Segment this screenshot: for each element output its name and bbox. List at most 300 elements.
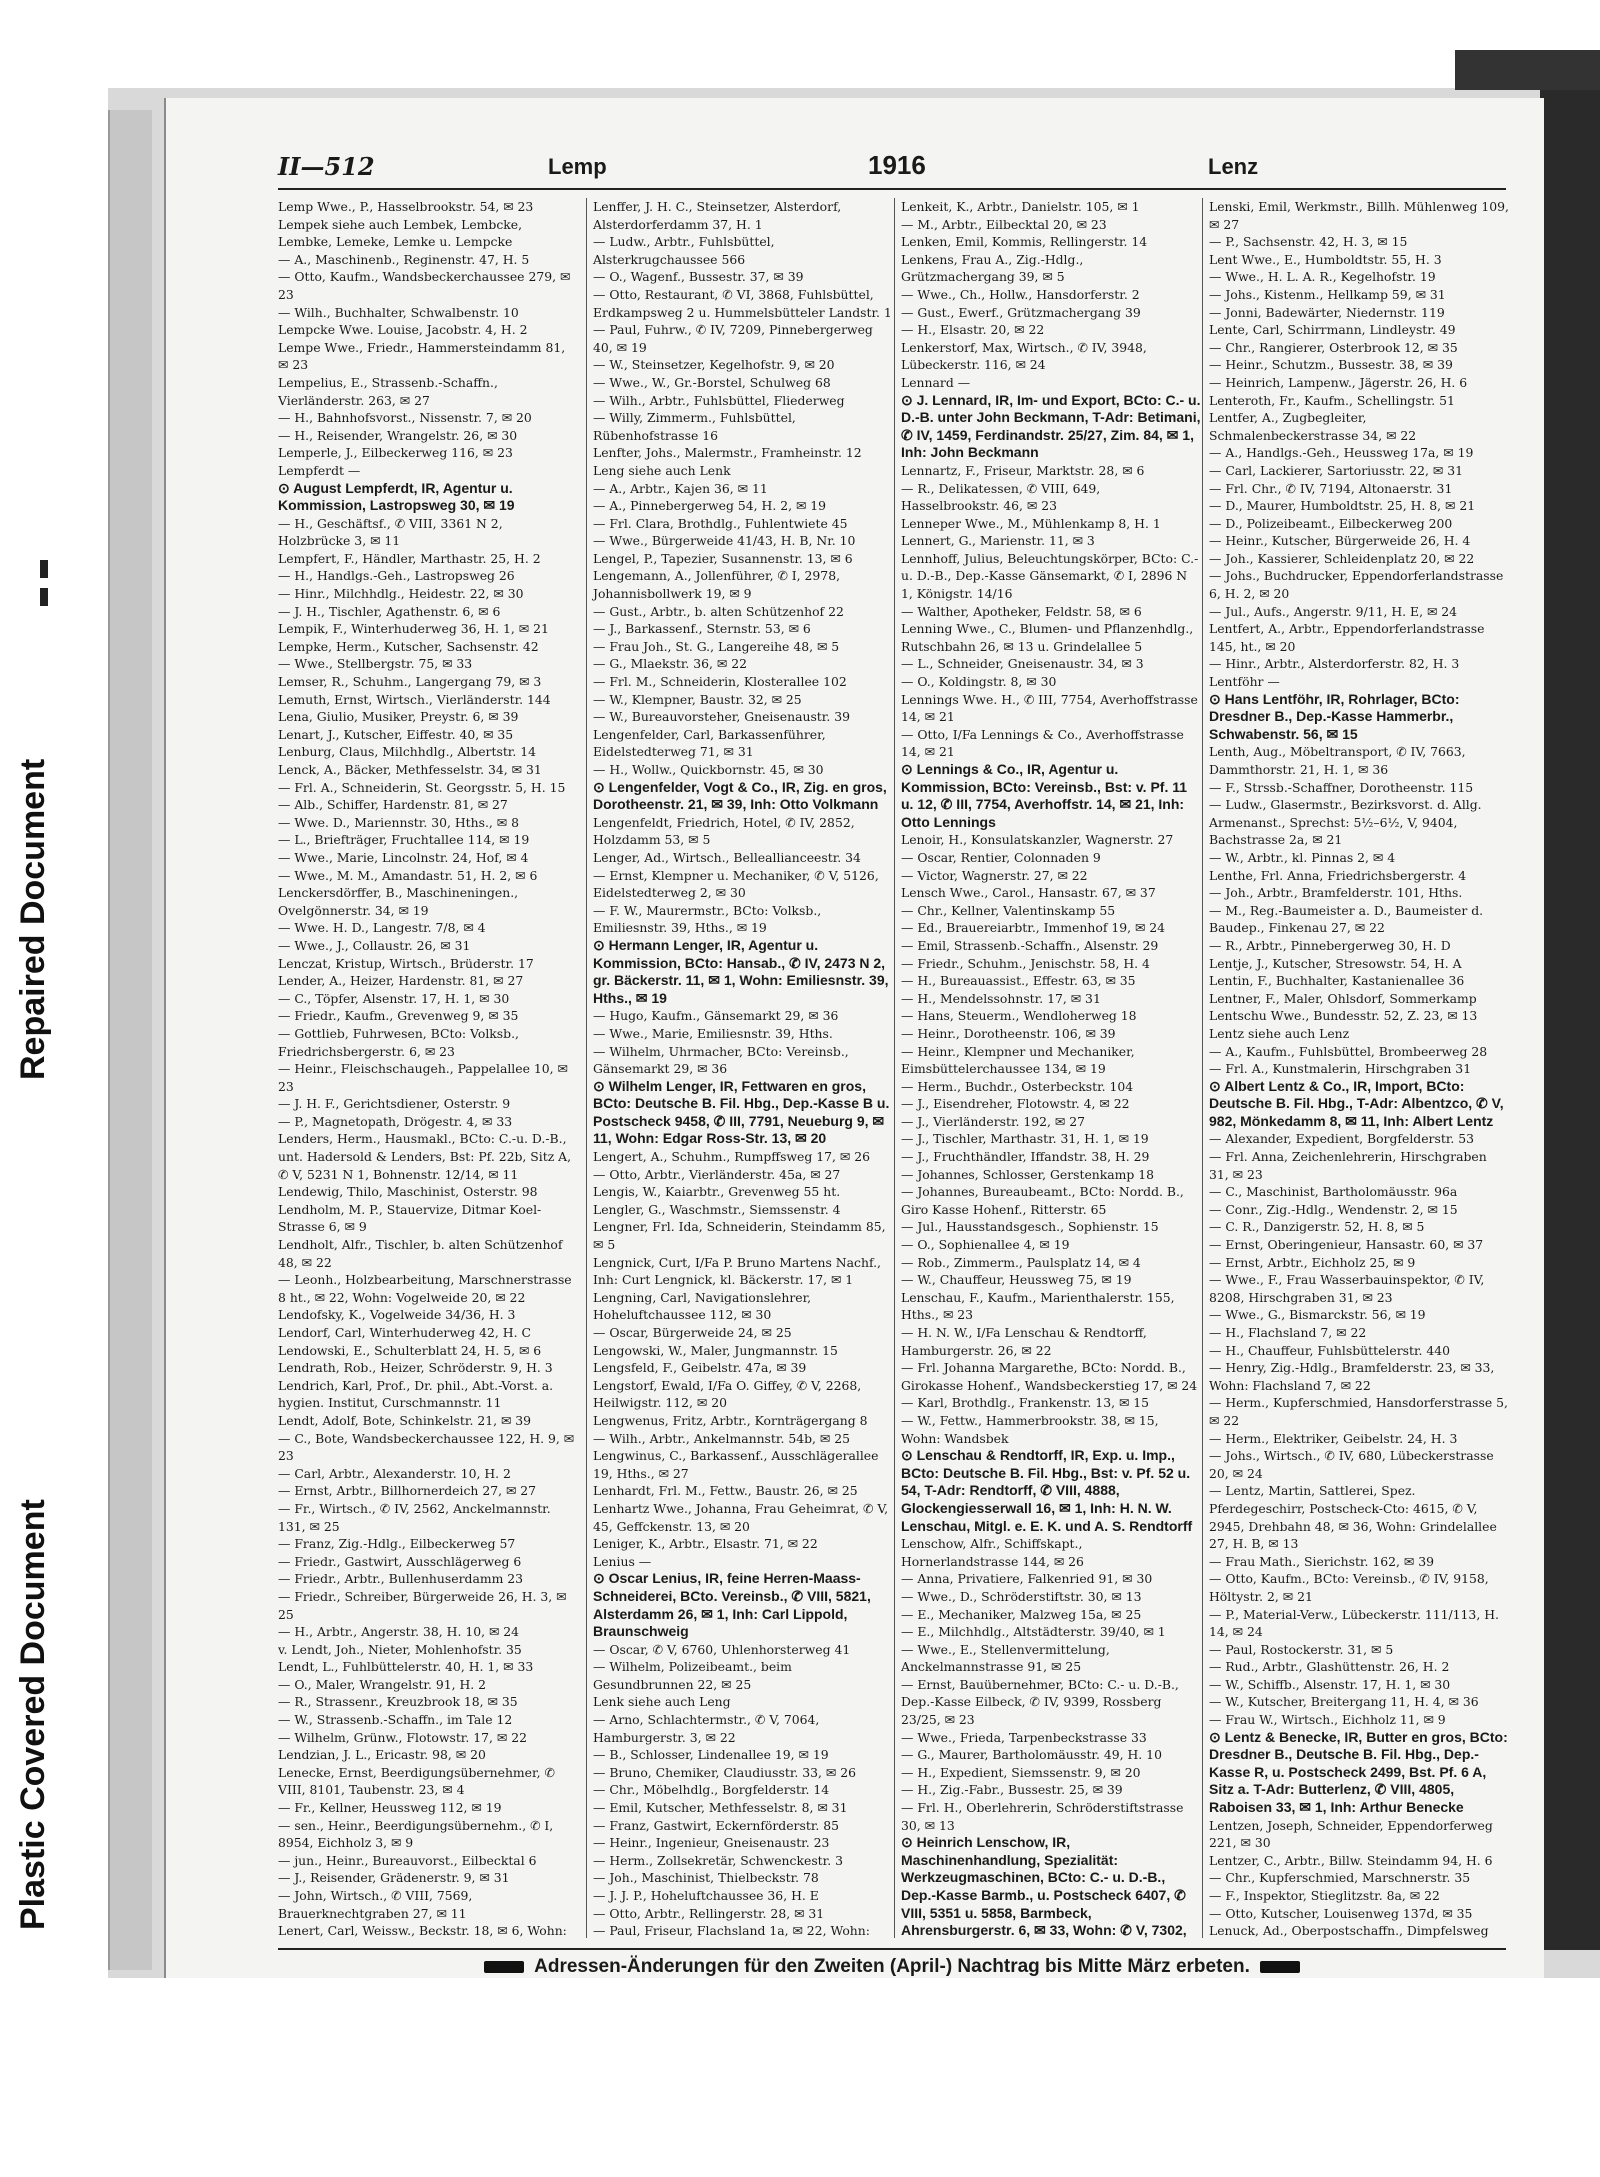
directory-entry: Lemp Wwe., P., Hasselbrookstr. 54, ✉ 23 [278, 199, 534, 214]
directory-entry: Lender, A., Heizer, Hardenstr. 81, ✉ 27 [278, 973, 524, 989]
directory-entry: Lenteroth, Fr., Kaufm., Schellingstr. 51 [1209, 392, 1455, 408]
directory-entry: — P., Magnetopath, Drögestr. 4, ✉ 33 [278, 1113, 513, 1129]
directory-entry: — Frau Joh., St. G., Langereihe 48, ✉ 5 [593, 638, 840, 654]
directory-entry: — C., Töpfer, Alsenstr. 17, H. 1, ✉ 30 [278, 990, 510, 1006]
directory-entry: — H., Wollw., Quickbornstr. 45, ✉ 30 [593, 762, 824, 777]
directory-entry: — Friedr., Gastwirt, Ausschlägerweg 6 [278, 1553, 522, 1569]
directory-entry: Lengner, Frl. Ida, Schneiderin, Steindamm 85, ✉ 5 [593, 1219, 886, 1253]
directory-entry: Lengwenus, Fritz, Arbtr., Kornträgergang 8 [593, 1412, 868, 1428]
directory-entry: — J. J. P., Hoheluftchaussee 36, H. E [593, 1888, 819, 1903]
directory-entry: — Wwe., J., Collaustr. 26, ✉ 31 [278, 937, 471, 953]
directory-entry: — Wwe., Marie, Emiliesnstr. 39, Hths. [593, 1025, 833, 1041]
directory-entry: — Wilh., Buchhalter, Schwalbenstr. 10 [278, 304, 519, 320]
directory-entry: ⊙ Albert Lentz & Co., IR, Import, BCto: Deutsche B. Fil. Hbg., T-Adr: Albentzco, ✆ V, 982, Mönkedamm 8, ✉ 11, Inh: Albert Lentz [1209, 1077, 1504, 1129]
directory-entry: — W., Bureauvorsteher, Gneisenaustr. 39 [593, 709, 850, 725]
directory-entry: — Friedr., Schuhm., Jenischstr. 58, H. 4 [901, 955, 1150, 971]
directory-entry: — W., Kutscher, Breitergang 11, H. 4, ✉ 36 [1209, 1694, 1479, 1710]
directory-entry: Lenfter, Johs., Malermstr., Framheinstr. 12 [593, 445, 862, 461]
directory-entry: — Emil, Strassenb.-Schaffn., Alsenstr. 29 [901, 937, 1159, 953]
directory-entry: — Alexander, Expedient, Borgfelderstr. 53 [1209, 1131, 1475, 1147]
directory-entry: — W., Schiffb., Alsenstr. 17, H. 1, ✉ 30 [1209, 1676, 1451, 1692]
directory-entry: — J., Barkassenf., Sternstr. 53, ✉ 6 [593, 621, 811, 637]
directory-entry: v. Lendt, Joh., Nieter, Mohlenhofstr. 35 [278, 1641, 522, 1657]
directory-entry: Lentfer, A., Zugbegleiter, Schmalenbeckerstrasse 34, ✉ 22 [1209, 410, 1417, 443]
pointing-hand-icon [484, 1961, 524, 1973]
directory-entry: — H., Chauffeur, Fuhlsbüttelerstr. 440 [1209, 1342, 1451, 1358]
directory-entry: — G., Mlaekstr. 36, ✉ 22 [593, 656, 747, 672]
directory-entry: — Wwe. H. D., Langestr. 7/8, ✉ 4 [278, 920, 486, 936]
directory-entry: Lengert, A., Schuhm., Rumpffsweg 17, ✉ 26 [593, 1149, 870, 1165]
directory-entry: — Heinr., Schutzm., Bussestr. 38, ✉ 39 [1209, 357, 1453, 373]
directory-entry: — Otto, Kutscher, Louisenweg 137d, ✉ 35 [1209, 1905, 1473, 1921]
directory-entry: Lengemann, A., Jollenführer, ✆ I, 2978, Johannisbollwerk 19, ✉ 9 [593, 568, 841, 602]
directory-entry: — M., Reg.-Baumeister a. D., Baumeister d. Baudep., Finkenau 27, ✉ 22 [1209, 902, 1484, 936]
directory-entry: Lemser, R., Schuhm., Langergang 79, ✉ 3 [278, 674, 542, 690]
directory-entry: — L., Briefträger, Fruchtallee 114, ✉ 19 [278, 832, 530, 848]
directory-entry: — Ernst, Arbtr., Eichholz 25, ✉ 9 [1209, 1254, 1416, 1270]
directory-column-4 [1202, 198, 1509, 1938]
directory-entry: — Friedr., Schreiber, Bürgerweide 26, H. 3, ✉ 25 [278, 1588, 567, 1622]
directory-entry: — Chr., Rangierer, Osterbrook 12, ✉ 35 [1209, 339, 1458, 355]
directory-entry: Lenkerstorf, Max, Wirtsch., ✆ IV, 3948, Lübeckerstr. 116, ✉ 24 [901, 339, 1147, 373]
directory-entry: — Wwe., Marie, Lincolnstr. 24, Hof, ✉ 4 [278, 849, 529, 865]
directory-entry: — W., Chauffeur, Heussweg 75, ✉ 19 [901, 1272, 1132, 1288]
directory-entry: — sen., Heinr., Beerdigungsübernehm., ✆ I, 8954, Eichholz 3, ✉ 9 [278, 1817, 554, 1851]
directory-entry: Lendewig, Thilo, Maschinist, Osterstr. 98 [278, 1184, 538, 1200]
directory-entry: — Johannes, Bureaubeamt., BCto: Nordd. B., Giro Kasse Hohenf., Ritterstr. 65 [901, 1184, 1184, 1217]
directory-entry: Lenecke, Ernst, Beerdigungsübernehmer, ✆ VIII, 8101, Taubenstr. 23, ✉ 4 [278, 1764, 555, 1798]
directory-entry: Lempe Wwe., Friedr., Hammersteindamm 81, ✉ 23 [278, 339, 566, 373]
directory-entry: Lentfert, A., Arbtr., Eppendorferlandstrasse 145, ht., ✉ 20 [1209, 621, 1485, 654]
directory-entry: — A., Maschinenb., Reginenstr. 47, H. 5 [278, 251, 530, 267]
directory-entry: — E., Milchhdlg., Altstädterstr. 39/40, ✉ 1 [901, 1624, 1166, 1640]
directory-entry: Lengenfeldt, Friedrich, Hotel, ✆ IV, 2852, Holzdamm 53, ✉ 5 [593, 814, 855, 848]
directory-entry: ⊙ Lennings & Co., IR, Agentur u. Kommission, BCto: Vereinsb., Bst: v. Pf. 11 u. 12, ✆ III, 7754, Averhoffstr. 14, ✉ 21, Inh: Otto Lennings [901, 761, 1188, 830]
directory-entry: ⊙ Lentz & Benecke, IR, Butter en gros, BCto: Dresdner B., Deutsche B. Fil. Hbg., Dep.-Kasse R, u. Postscheck 2499, Bst. Pf. 6 A, Sitz a. T-Adr: Butterlenz, ✆ VIII, 4805, Raboisen 33, ✉ 1, Inh: Arthur Benecke [1209, 1728, 1508, 1816]
directory-entry: — Hinr., Arbtr., Alsterdorferstr. 82, H. 3 [1209, 656, 1460, 672]
directory-entry: Lenschow, Alfr., Schiffskapt., Hornerlandstrasse 144, ✉ 26 [901, 1536, 1084, 1569]
directory-entry: Lendofsky, K., Vogelweide 34/36, H. 3 [278, 1307, 516, 1323]
directory-entry: ⊙ Heinrich Lenschow, IR, Maschinenhandlung, Spezialität: Werkzeugmaschinen, BCto: C.- u. D.-B., Dep.-Kasse Barmb., u. Postscheck 6407, ✆ VIII, 5351 u. 5858, Barmbeck, Ahrensburgerstr. 6, ✉ 33, Wohn: ✆ V, 7302, [901, 1834, 1187, 1938]
directory-entry: — P., Material-Verw., Lübeckerstr. 111/113, H. 14, ✉ 24 [1209, 1606, 1499, 1640]
directory-entry: Lendrath, Rob., Heizer, Schröderstr. 9, H. 3 [278, 1360, 553, 1376]
directory-entry: — jun., Heinr., Bureauvorst., Eilbecktal 6 [278, 1852, 537, 1868]
directory-entry: — Karl, Brothdlg., Frankenstr. 13, ✉ 15 [901, 1395, 1150, 1411]
directory-entry: — Hinr., Milchhdlg., Heidestr. 22, ✉ 30 [278, 586, 524, 602]
directory-entry: — Conr., Zig.-Hdlg., Wendenstr. 2, ✉ 15 [1209, 1201, 1458, 1217]
directory-entry: — H., Elsastr. 20, ✉ 22 [901, 322, 1045, 338]
directory-entry: — Jul., Aufs., Angerstr. 9/11, H. E, ✉ 24 [1209, 603, 1458, 619]
directory-entry: — Frl. A., Kunstmalerin, Hirschgraben 31 [1209, 1061, 1472, 1077]
directory-entry: — Ludw., Glasermstr., Bezirksvorst. d. Allg. Armenanst., Sprechst: 5½–6½, V, 9404, Bachstrasse 2a, ✉ 21 [1209, 797, 1482, 848]
directory-entry: — Wwe., M. M., Amandastr. 51, H. 2, ✉ 6 [278, 867, 538, 883]
directory-entry: Lennhoff, Julius, Beleuchtungskörper, BCto: C.- u. D.-B., Dep.-Kasse Gänsemarkt, ✆ I, 2896 N 1, Königstr. 14/16 [901, 550, 1199, 602]
directory-entry: — Frl. Johanna Margarethe, BCto: Nordd. B., Girokasse Hohenf., Wandsbeckerstieg 17, ✉ 24 [901, 1360, 1198, 1393]
directory-entry: Lendholt, Alfr., Tischler, b. alten Schützenhof 48, ✉ 22 [278, 1237, 563, 1270]
directory-entry: — G., Maurer, Bartholomäusstr. 49, H. 10 [901, 1747, 1162, 1763]
directory-entry: — Joh., Arbtr., Bramfelderstr. 101, Hths. [1209, 885, 1463, 901]
directory-entry: — Ernst, Bauübernehmer, BCto: C.- u. D.-B., Dep.-Kasse Eilbeck, ✆ IV, 9399, Rossberg 23/25, ✉ 23 [901, 1676, 1179, 1728]
directory-entry: — J. H., Tischler, Agathenstr. 6, ✉ 6 [278, 603, 501, 619]
directory-entry: — F., Inspektor, Stieglitzstr. 8a, ✉ 22 [1209, 1888, 1440, 1903]
directory-entry: — W., Strassenb.-Schaffn., im Tale 12 [278, 1712, 513, 1728]
directory-entry: — Friedr., Kaufm., Grevenweg 9, ✉ 35 [278, 1008, 519, 1024]
directory-entry: — H., Zig.-Fabr., Bussestr. 25, ✉ 39 [901, 1782, 1123, 1798]
directory-entry: ⊙ J. Lennard, IR, Im- und Export, BCto: C.- u. D.-B. unter John Beckmann, T-Adr: Betimani, ✆ IV, 1459, Ferdinandstr. 25/27, Zim. 84, ✉ 1, Inh: John Beckmann [901, 391, 1201, 461]
directory-columns [278, 198, 1509, 1938]
directory-entry: Lenius — [593, 1553, 652, 1569]
directory-entry: — Wilh., Arbtr., Ankelmannstr. 54b, ✉ 25 [593, 1430, 850, 1446]
directory-entry: — Oscar, ✆ V, 6760, Uhlenhorsterweg 41 [593, 1641, 851, 1657]
directory-entry: — H., Reisender, Wrangelstr. 26, ✉ 30 [278, 427, 518, 443]
directory-entry: — Johs., Wirtsch., ✆ IV, 680, Lübeckerstrasse 20, ✉ 24 [1209, 1448, 1494, 1481]
directory-entry: Lennings Wwe. H., ✆ III, 7754, Averhoffstrasse 14, ✉ 21 [901, 691, 1198, 725]
directory-entry: ⊙ Lengenfelder, Vogt & Co., IR, Zig. en gros, Dorotheenstr. 21, ✉ 39, Inh: Otto Volkmann [593, 778, 887, 813]
directory-entry: — Bruno, Chemiker, Claudiusstr. 33, ✉ 26 [593, 1764, 856, 1780]
directory-entry: Lenschau, F., Kaufm., Marienthalerstr. 155, Hths., ✉ 23 [901, 1289, 1175, 1323]
directory-entry: Leng siehe auch Lenk [593, 462, 731, 478]
directory-entry: ⊙ Oscar Lenius, IR, feine Herren-Maass-Schneiderei, BCto. Vereinsb., ✆ VIII, 5821, Alsterdamm 26, ✉ 1, Inh: Carl Lippold, Braunschweig [593, 1570, 871, 1640]
directory-entry: Lent Wwe., E., Humboldtstr. 55, H. 3 [1209, 251, 1442, 267]
label-dash [40, 588, 48, 606]
directory-entry: — P., Sachsenstr. 42, H. 3, ✉ 15 [1209, 234, 1408, 250]
directory-entry: — R., Delikatessen, ✆ VIII, 649, Hasselbrookstr. 46, ✉ 23 [901, 480, 1101, 514]
directory-entry: — R., Arbtr., Pinnebergerweg 30, H. D [1209, 937, 1451, 953]
directory-entry: — Frau W., Wirtsch., Eichholz 11, ✉ 9 [1209, 1712, 1446, 1728]
directory-entry: Lenburg, Claus, Milchhdlg., Albertstr. 14 [278, 744, 537, 760]
directory-entry: — Hans, Steuerm., Wendloherweg 18 [901, 1008, 1137, 1024]
directory-entry: Lenger, Ad., Wirtsch., Belleallianceestr. 34 [593, 849, 861, 865]
directory-entry: Lengenfelder, Carl, Barkassenführer, Eidelstedterweg 71, ✉ 31 [593, 726, 826, 760]
directory-entry: Lenoir, H., Konsulatskanzler, Wagnerstr. 27 [901, 832, 1174, 848]
plastic-covered-label: Plastic Covered Document [14, 1499, 52, 1930]
directory-entry: — J., Fruchthändler, Iffandstr. 38, H. 29 [901, 1149, 1150, 1165]
directory-entry: — Wilhelm, Grünw., Flotowstr. 17, ✉ 22 [278, 1729, 527, 1745]
directory-entry: — Wwe., E., Stellenvermittelung, Anckelmannstrasse 91, ✉ 25 [901, 1641, 1110, 1675]
directory-entry: Lenart, J., Kutscher, Eiffestr. 40, ✉ 35 [278, 726, 514, 742]
directory-entry: — Carl, Lackierer, Sartoriusstr. 22, ✉ 31 [1209, 462, 1463, 478]
directory-column-1 [278, 198, 578, 1938]
directory-entry: Lenk siehe auch Leng [593, 1694, 731, 1710]
directory-entry: — A., Handlgs.-Geh., Heussweg 17a, ✉ 19 [1209, 445, 1474, 461]
directory-entry: Lempfert, F., Händler, Marthastr. 25, H. 2 [278, 550, 541, 566]
directory-entry: Lenuck, Ad., Oberpostschaffn., Dimpfelsweg [1209, 1923, 1489, 1938]
directory-entry: Lengis, W., Kaiarbtr., Grevenweg 55 ht. [593, 1184, 841, 1200]
directory-entry: ⊙ Lenschau & Rendtorff, IR, Exp. u. Imp., BCto: Deutsche B. Fil. Hbg., Bst: v. Pf. 52 u. 54, T-Adr: Rendtorff, ✆ VIII, 4888, Glockengiesserwall 16, ✉ 1, Inh: H. N. W. Lenschau, Mitgl. e. E. K. und A. S. Rendtorff [901, 1447, 1193, 1534]
scan-dark-corner [1455, 50, 1600, 90]
directory-entry: — H. N. W., I/Fa Lenschau & Rendtorff, Hamburgerstr. 26, ✉ 22 [901, 1325, 1147, 1358]
directory-entry: — J., Vierländerstr. 192, ✉ 27 [901, 1113, 1086, 1129]
directory-entry: — Ed., Brauereiarbtr., Immenhof 19, ✉ 24 [901, 920, 1166, 936]
directory-entry: — A., Kaufm., Fuhlsbüttel, Brombeerweg 28 [1209, 1043, 1488, 1059]
directory-entry: — A., Arbtr., Kajen 36, ✉ 11 [593, 480, 768, 496]
directory-entry: Lendorf, Carl, Winterhuderweg 42, H. C [278, 1325, 531, 1340]
directory-entry: Lennert, G., Marienstr. 11, ✉ 3 [901, 533, 1095, 549]
directory-entry: — Frl. Anna, Zeichenlehrerin, Hirschgraben 31, ✉ 23 [1209, 1149, 1487, 1182]
directory-entry: — Paul, Rostockerstr. 31, ✉ 5 [1209, 1641, 1394, 1657]
directory-entry: Lendt, Adolf, Bote, Schinkelstr. 21, ✉ 39 [278, 1412, 532, 1428]
directory-entry: Lennartz, F., Friseur, Marktstr. 28, ✉ 6 [901, 462, 1145, 478]
directory-entry: Lena, Giulio, Musiker, Preystr. 6, ✉ 39 [278, 709, 519, 725]
footer-notice: Adressen-Änderungen für den Zweiten (April-) Nachtrag bis Mitte März erbeten. [534, 1956, 1250, 1977]
directory-entry: — O., Maler, Wrangelstr. 91, H. 2 [278, 1676, 487, 1692]
directory-entry: Lenhardt, Frl. M., Fettw., Baustr. 26, ✉ 25 [593, 1483, 858, 1499]
directory-entry: — O., Sophienallee 4, ✉ 19 [901, 1237, 1070, 1253]
directory-entry: — Franz, Gastwirt, Eckernförderstr. 85 [593, 1817, 840, 1833]
directory-entry: — O., Wagenf., Bussestr. 37, ✉ 39 [593, 269, 804, 285]
directory-entry: — Heinr., Fleischschaugeh., Pappelallee 10, ✉ 23 [278, 1061, 568, 1094]
directory-entry: — Wwe., H. L. A. R., Kegelhofstr. 19 [1209, 269, 1436, 285]
directory-entry: Lentzen, Joseph, Schneider, Eppendorferweg 221, ✉ 30 [1209, 1817, 1493, 1851]
directory-entry: — H., Arbtr., Angerstr. 38, H. 10, ✉ 24 [278, 1624, 520, 1640]
directory-entry: Lentföhr — [1209, 674, 1280, 690]
directory-entry: — Heinr., Ingenieur, Gneisenaustr. 23 [593, 1835, 830, 1851]
directory-entry: ⊙ Hans Lentföhr, IR, Rohrlager, BCto: Dresdner B., Dep.-Kasse Hammerbr., Schwabenstr. 56, ✉ 15 [1209, 690, 1460, 742]
directory-entry: — Wwe., D., Schröderstiftstr. 30, ✉ 13 [901, 1588, 1142, 1604]
directory-entry: Lenczat, Kristup, Wirtsch., Brüderstr. 17 [278, 955, 534, 971]
directory-entry: Lempke, Herm., Kutscher, Sachsenstr. 42 [278, 638, 539, 654]
directory-entry: — Otto, Kaufm., Wandsbeckerchaussee 279, ✉ 23 [278, 269, 571, 302]
directory-entry: — Wwe., Bürgerweide 41/43, H. B, Nr. 10 [593, 533, 856, 549]
directory-entry: — Wwe., G., Bismarckstr. 56, ✉ 19 [1209, 1307, 1426, 1323]
directory-entry: — Emil, Kutscher, Methfesselstr. 8, ✉ 31 [593, 1800, 848, 1816]
directory-entry: Lenkens, Frau A., Zig.-Hdlg., Grützmachergang 39, ✉ 5 [901, 251, 1084, 285]
directory-entry: — Frau Math., Sierichstr. 162, ✉ 39 [1209, 1553, 1434, 1569]
directory-entry: — E., Mechaniker, Malzweg 15a, ✉ 25 [901, 1606, 1142, 1622]
directory-entry: — J., Reisender, Grädenerstr. 9, ✉ 31 [278, 1870, 510, 1886]
directory-entry: Lenders, Herm., Hausmakl., BCto: C.-u. D.-B., unt. Hadersold & Lenders, Bst: Pf. 22b, Sitz A, ✆ V, 5231 N 1, Bohnenstr. 12/14, ✉ 11 [278, 1131, 572, 1182]
directory-entry: Lendowski, E., Schulterblatt 24, H. 5, ✉ 6 [278, 1342, 542, 1358]
directory-entry: Lenffer, J. H. C., Steinsetzer, Alsterdorf, Alsterdorferdamm 37, H. 1 [593, 199, 842, 232]
directory-entry: — Ludw., Arbtr., Fuhlsbüttel, Alsterkrugchaussee 566 [593, 234, 775, 267]
directory-entry: Lenth, Aug., Möbeltransport, ✆ IV, 7663, Dammthorstr. 21, H. 1, ✉ 36 [1209, 744, 1466, 777]
directory-entry: Lengning, Carl, Navigationslehrer, Hoheluftchaussee 112, ✉ 30 [593, 1289, 812, 1323]
directory-entry: Lentner, F., Maler, Ohlsdorf, Sommerkamp [1209, 990, 1477, 1006]
directory-entry: Lempelius, E., Strassenb.-Schaffn., Vierländerstr. 263, ✉ 27 [278, 374, 498, 408]
label-dash [40, 560, 48, 578]
directory-entry: — Otto, Arbtr., Rellingerstr. 28, ✉ 31 [593, 1905, 825, 1921]
directory-entry: — Jonni, Badewärter, Niedernstr. 119 [1209, 304, 1445, 320]
directory-entry: — Otto, Kaufm., BCto: Vereinsb., ✆ IV, 9158, Höltystr. 2, ✉ 21 [1209, 1571, 1489, 1604]
directory-entry: — Otto, Restaurant, ✆ VI, 3868, Fuhlsbüttel, Erdkampsweg 2 u. Hummelsbütteler Landstr. 1 [593, 286, 892, 320]
directory-entry: Lenski, Emil, Werkmstr., Billh. Mühlenweg 109, ✉ 27 [1209, 199, 1509, 232]
directory-entry: Lenkeit, K., Arbtr., Danielstr. 105, ✉ 1 [901, 199, 1140, 214]
directory-entry: Lennard — [901, 374, 971, 390]
directory-entry: — Herm., Zollsekretär, Schwenckestr. 3 [593, 1852, 843, 1868]
directory-column-2 [586, 198, 893, 1938]
directory-entry: Lentz siehe auch Lenz [1209, 1025, 1350, 1041]
directory-entry: — Frl. H., Oberlehrerin, Schröderstiftstrasse 30, ✉ 13 [901, 1800, 1184, 1833]
repaired-document-label: Repaired Document [14, 758, 52, 1080]
directory-entry: Lengstorf, Ewald, I/Fa O. Giffey, ✆ V, 2268, Heilwigstr. 112, ✉ 20 [593, 1377, 862, 1411]
directory-entry: — Frl. A., Schneiderin, St. Georgsstr. 5, H. 15 [278, 779, 566, 795]
directory-entry: Lemuth, Ernst, Wirtsch., Vierländerstr. 144 [278, 691, 551, 707]
directory-entry: — Frl. Clara, Brothdlg., Fuhlentwiete 45 [593, 515, 848, 531]
directory-entry: — H., Handlgs.-Geh., Lastropsweg 26 [278, 568, 515, 584]
directory-entry: Leniger, K., Arbtr., Elsastr. 71, ✉ 22 [593, 1536, 818, 1552]
directory-entry: — Paul, Fuhrw., ✆ IV, 7209, Pinnebergerweg 40, ✉ 19 [593, 322, 873, 355]
directory-entry: — H., Bahnhofsvorst., Nissenstr. 7, ✉ 20 [278, 410, 532, 426]
directory-entry: — L., Schneider, Gneisenaustr. 34, ✉ 3 [901, 656, 1144, 672]
directory-entry: — Rob., Zimmerm., Paulsplatz 14, ✉ 4 [901, 1254, 1141, 1270]
directory-entry: — John, Wirtsch., ✆ VIII, 7569, Brauerknechtgraben 27, ✉ 11 [278, 1888, 473, 1921]
directory-entry: — Alb., Schiffer, Hardenstr. 81, ✉ 27 [278, 797, 508, 813]
header-right-word: Lenz [1208, 154, 1259, 179]
directory-entry: — Jul., Hausstandsgesch., Sophienstr. 15 [901, 1219, 1159, 1235]
page-footer [278, 1948, 1506, 1978]
directory-entry: — C., Maschinist, Bartholomäusstr. 96a [1209, 1184, 1458, 1200]
directory-entry: Lendholm, M. P., Stauervize, Ditmar Koel-Strasse 6, ✉ 9 [278, 1201, 542, 1235]
directory-entry: Lempik, F., Winterhuderweg 36, H. 1, ✉ 21 [278, 621, 549, 637]
directory-entry: — Joh., Maschinist, Thielbeckstr. 78 [593, 1870, 819, 1886]
directory-entry: — Ernst, Arbtr., Billhornerdeich 27, ✉ 27 [278, 1483, 537, 1499]
directory-entry: — Henry, Zig.-Hdlg., Bramfelderstr. 23, ✉ 33, Wohn: Flachsland 7, ✉ 22 [1209, 1360, 1495, 1393]
directory-entry: — Heinr., Kutscher, Bürgerweide 26, H. 4 [1209, 533, 1471, 549]
directory-entry: — Wwe., F., Frau Wasserbauinspektor, ✆ IV, 8208, Hirschgraben 31, ✉ 23 [1209, 1272, 1485, 1305]
directory-entry: — Rud., Arbtr., Glashüttenstr. 26, H. 2 [1209, 1659, 1450, 1675]
directory-entry: Lempek siehe auch Lembek, Lembcke, Lembke, Lemeke, Lemke u. Lempcke [278, 216, 523, 250]
directory-entry: Lenthe, Frl. Anna, Friedrichsbergerstr. 4 [1209, 867, 1467, 883]
directory-entry: Lengwinus, C., Barkassenf., Ausschlägerallee 19, Hths., ✉ 27 [593, 1448, 879, 1481]
directory-entry: — Otto, Arbtr., Vierländerstr. 45a, ✉ 27 [593, 1166, 841, 1182]
page-number: II—512 [278, 152, 375, 181]
directory-entry: — Willy, Zimmerm., Fuhlsbüttel, Rübenhofstrasse 16 [593, 410, 796, 443]
directory-entry: — Fr., Kellner, Heussweg 112, ✉ 19 [278, 1800, 502, 1816]
directory-entry: Lempferdt — [278, 462, 361, 478]
directory-entry: Lempcke Wwe. Louise, Jacobstr. 4, H. 2 [278, 322, 528, 338]
directory-entry: Lendt, L., Fuhlbüttelerstr. 40, H. 1, ✉ 33 [278, 1659, 534, 1675]
directory-entry: — Franz, Zig.-Hdlg., Eilbeckerweg 57 [278, 1536, 516, 1552]
directory-entry: Lenhartz Wwe., Johanna, Frau Geheimrat, ✆ V, 45, Geffckenstr. 13, ✉ 20 [593, 1500, 889, 1534]
directory-entry: Lenning Wwe., C., Blumen- und Pflanzenhdlg., Rutschbahn 26, ✉ 13 u. Grindelallee 5 [901, 621, 1194, 654]
directory-entry: — Johs., Kistenm., Hellkamp 59, ✉ 31 [1209, 286, 1446, 302]
directory-entry: — H., Expedient, Siemssenstr. 9, ✉ 20 [901, 1764, 1141, 1780]
directory-entry: — J., Eisendreher, Flotowstr. 4, ✉ 22 [901, 1096, 1130, 1112]
directory-entry: — Wwe., W., Gr.-Borstel, Schulweg 68 [593, 374, 831, 390]
directory-entry: — Otto, I/Fa Lennings & Co., Averhoffstrasse 14, ✉ 21 [901, 726, 1184, 760]
directory-entry: Lengel, P., Tapezier, Susannenstr. 13, ✉ 6 [593, 550, 853, 566]
directory-entry: — H., Mendelssohnstr. 17, ✉ 31 [901, 990, 1101, 1006]
directory-entry: — Heinr., Dorotheenstr. 106, ✉ 39 [901, 1025, 1116, 1041]
directory-entry: — Frl. Chr., ✆ IV, 7194, Altonaerstr. 31 [1209, 480, 1453, 496]
directory-entry: — Joh., Kassierer, Schleidenplatz 20, ✉ 22 [1209, 550, 1475, 566]
directory-entry: — C., Bote, Wandsbeckerchaussee 122, H. 9, ✉ 23 [278, 1430, 575, 1464]
directory-entry: — Chr., Kupferschmied, Marschnerstr. 35 [1209, 1870, 1471, 1886]
directory-entry: — Leonh., Holzbearbeitung, Marschnerstrasse 8 ht., ✉ 22, Wohn: Vogelweide 20, ✉ 22 [278, 1272, 572, 1305]
directory-entry: — Walther, Apotheker, Feldstr. 58, ✉ 6 [901, 603, 1142, 619]
directory-entry: — Victor, Wagnerstr. 27, ✉ 22 [901, 867, 1088, 883]
directory-entry: Lengler, G., Waschmstr., Siemssenstr. 4 [593, 1201, 841, 1217]
directory-entry: — Oscar, Rentier, Colonnaden 9 [901, 849, 1101, 865]
directory-entry: — D., Polizeibeamt., Eilbeckerweg 200 [1209, 515, 1453, 531]
directory-entry: — Heinrich, Lampenw., Jägerstr. 26, H. 6 [1209, 374, 1468, 390]
directory-entry: — H., Geschäftsf., ✆ VIII, 3361 N 2, Holzbrücke 3, ✉ 11 [278, 515, 503, 549]
directory-entry: — H., Bureauassist., Effestr. 63, ✉ 35 [901, 973, 1136, 989]
directory-entry: Lengsfeld, F., Geibelstr. 47a, ✉ 39 [593, 1360, 807, 1376]
directory-entry: — Gottlieb, Fuhrwesen, BCto: Volksb., Friedrichsbergerstr. 6, ✉ 23 [278, 1025, 519, 1059]
directory-entry: — F. W., Maurermstr., BCto: Volksb., Emiliesnstr. 39, Hths., ✉ 19 [593, 902, 822, 936]
directory-entry: — Carl, Arbtr., Alexanderstr. 10, H. 2 [278, 1465, 511, 1481]
directory-entry: — Wwe., Stellbergstr. 75, ✉ 33 [278, 656, 473, 672]
directory-column-3 [894, 198, 1201, 1938]
directory-entry: Lentzer, C., Arbtr., Billw. Steindamm 94, H. 6 [1209, 1852, 1493, 1868]
directory-entry: — Friedr., Arbtr., Bullenhuserdamm 23 [278, 1571, 524, 1587]
directory-entry: — M., Arbtr., Eilbecktal 20, ✉ 23 [901, 216, 1107, 232]
directory-entry: — Wwe. D., Mariennstr. 30, Hths., ✉ 8 [278, 814, 520, 830]
binding-strip-right [1540, 90, 1600, 1950]
header-year: 1916 [868, 150, 926, 180]
directory-entry: — Chr., Kellner, Valentinskamp 55 [901, 902, 1116, 918]
directory-entry: ⊙ Hermann Lenger, IR, Agentur u. Kommission, BCto: Hansab., ✆ IV, 2473 N 2, gr. Bäckerstr. 11, ✉ 1, Wohn: Emiliesnstr. 39, Hths., ✉ 19 [593, 936, 889, 1006]
directory-entry: Lengowski, W., Maler, Jungmannstr. 15 [593, 1342, 838, 1358]
directory-entry: — D., Maurer, Humboldtstr. 25, H. 8, ✉ 21 [1209, 498, 1476, 514]
directory-entry: — Chr., Möbelhdlg., Borgfelderstr. 14 [593, 1782, 830, 1798]
directory-entry: — W., Steinsetzer, Kegelhofstr. 9, ✉ 20 [593, 357, 835, 373]
directory-entry: Lentje, J., Kutscher, Stresowstr. 54, H. A [1209, 955, 1462, 971]
directory-entry: Lenckersdörffer, B., Maschineningen., Ovelgönnerstr. 34, ✉ 19 [278, 885, 519, 918]
directory-entry: — Fr., Wirtsch., ✆ IV, 2562, Anckelmannstr. 131, ✉ 25 [278, 1500, 551, 1534]
directory-entry: — Wwe., Ch., Hollw., Hansdorferstr. 2 [901, 286, 1140, 302]
directory-entry: Lengnick, Curt, I/Fa P. Bruno Martens Nachf., Inh: Curt Lengnick, kl. Bäckerstr. 17, ✉ 1 [593, 1254, 881, 1288]
directory-entry: — Gust., Arbtr., b. alten Schützenhof 22 [593, 603, 844, 619]
directory-entry: ⊙ Wilhelm Lenger, IR, Fettwaren en gros, BCto: Deutsche B. Fil. Hbg., Dep.-Kasse B u. Postscheck 9458, ✆ III, 7791, Neueburg 9, ✉ 11, Wohn: Edgar Ross-Str. 13, ✉ 20 [593, 1077, 890, 1147]
binding-strip-left [108, 110, 152, 1970]
directory-entry: Lentschu Wwe., Bundesstr. 52, Z. 23, ✉ 13 [1209, 1008, 1478, 1024]
directory-entry: — H., Flachsland 7, ✉ 22 [1209, 1325, 1367, 1340]
directory-entry: — Herm., Kupferschmied, Hansdorferstrasse 5, ✉ 22 [1209, 1395, 1508, 1428]
directory-entry: — J. H. F., Gerichtsdiener, Osterstr. 9 [278, 1096, 511, 1112]
directory-entry: — Paul, Friseur, Flachsland 1a, ✉ 22, Wohn: [593, 1923, 870, 1938]
directory-page [164, 98, 1544, 1978]
directory-entry: — Hugo, Kaufm., Gänsemarkt 29, ✉ 36 [593, 1008, 839, 1024]
directory-entry: — Wwe., Frieda, Tarpenbeckstrasse 33 [901, 1729, 1147, 1745]
directory-entry: — Johannes, Schlosser, Gerstenkamp 18 [901, 1166, 1155, 1182]
directory-entry: — Frl. M., Schneiderin, Klosterallee 102 [593, 674, 847, 690]
directory-entry: Lendrich, Karl, Prof., Dr. phil., Abt.-Vorst. a. hygien. Institut, Curschmannstr. 11 [278, 1377, 554, 1411]
directory-entry: — Oscar, Bürgerweide 24, ✉ 25 [593, 1325, 792, 1340]
directory-entry: — J., Tischler, Marthastr. 31, H. 1, ✉ 19 [901, 1131, 1149, 1147]
directory-entry: — W., Klempner, Baustr. 32, ✉ 25 [593, 691, 802, 707]
header-left-word: Lemp [548, 154, 607, 179]
directory-entry: — F., Strssb.-Schaffner, Dorotheenstr. 115 [1209, 779, 1474, 795]
directory-entry: — Herm., Buchdr., Osterbeckstr. 104 [901, 1078, 1134, 1094]
directory-entry: — Gust., Ewerf., Grützmachergang 39 [901, 304, 1141, 320]
directory-entry: — B., Schlosser, Lindenallee 19, ✉ 19 [593, 1747, 829, 1763]
directory-entry: — Ernst, Klempner u. Mechaniker, ✆ V, 5126, Eidelstedterweg 2, ✉ 30 [593, 867, 879, 901]
directory-entry: Lenneper Wwe., M., Mühlenkamp 8, H. 1 [901, 515, 1161, 531]
directory-entry: — O., Koldingstr. 8, ✉ 30 [901, 674, 1057, 690]
directory-entry: Lenert, Carl, Weissw., Beckstr. 18, ✉ 6, Wohn: [278, 1923, 567, 1938]
directory-entry: Lensch Wwe., Carol., Hansastr. 67, ✉ 37 [901, 885, 1156, 901]
directory-entry: — W., Fettw., Hammerbrookstr. 38, ✉ 15, Wohn: Wandsbek [901, 1412, 1159, 1446]
directory-entry: — R., Strassenr., Kreuzbrook 18, ✉ 35 [278, 1694, 518, 1710]
directory-entry: — Wilhelm, Uhrmacher, BCto: Vereinsb., Gänsemarkt 29, ✉ 36 [593, 1043, 849, 1077]
directory-entry: — Anna, Privatiere, Falkenried 91, ✉ 30 [901, 1571, 1153, 1587]
directory-entry: — W., Arbtr., kl. Pinnas 2, ✉ 4 [1209, 849, 1396, 865]
directory-entry: — Lentz, Martin, Sattlerei, Spez. Pferdegeschirr, Postscheck-Cto: 4615, ✆ V, 2945, Drehbahn 48, ✉ 36, Wohn: Grindelallee 27, H. B, ✉ 13 [1209, 1483, 1497, 1552]
pointing-hand-icon [1260, 1961, 1300, 1973]
directory-entry: — Wilhelm, Polizeibeamt., beim Gesundbrunnen 22, ✉ 25 [593, 1659, 792, 1692]
directory-entry: — Arno, Schlachtermstr., ✆ V, 7064, Hamburgerstr. 3, ✉ 22 [593, 1712, 820, 1745]
directory-entry: — Wilh., Arbtr., Fuhlsbüttel, Fliederweg [593, 392, 845, 408]
directory-entry: — Johs., Buchdrucker, Eppendorferlandstrasse 6, H. 2, ✉ 20 [1209, 568, 1504, 602]
directory-entry: — Ernst, Oberingenieur, Hansastr. 60, ✉ 37 [1209, 1237, 1484, 1253]
directory-entry: Lenken, Emil, Kommis, Rellingerstr. 14 [901, 234, 1148, 250]
directory-entry: Lendzian, J. L., Ericastr. 98, ✉ 20 [278, 1747, 486, 1763]
directory-entry: Lemperle, J., Eilbeckerweg 116, ✉ 23 [278, 445, 513, 461]
page-header [278, 146, 1506, 190]
directory-entry: Lentin, F., Buchhalter, Kastanienallee 36 [1209, 973, 1465, 989]
